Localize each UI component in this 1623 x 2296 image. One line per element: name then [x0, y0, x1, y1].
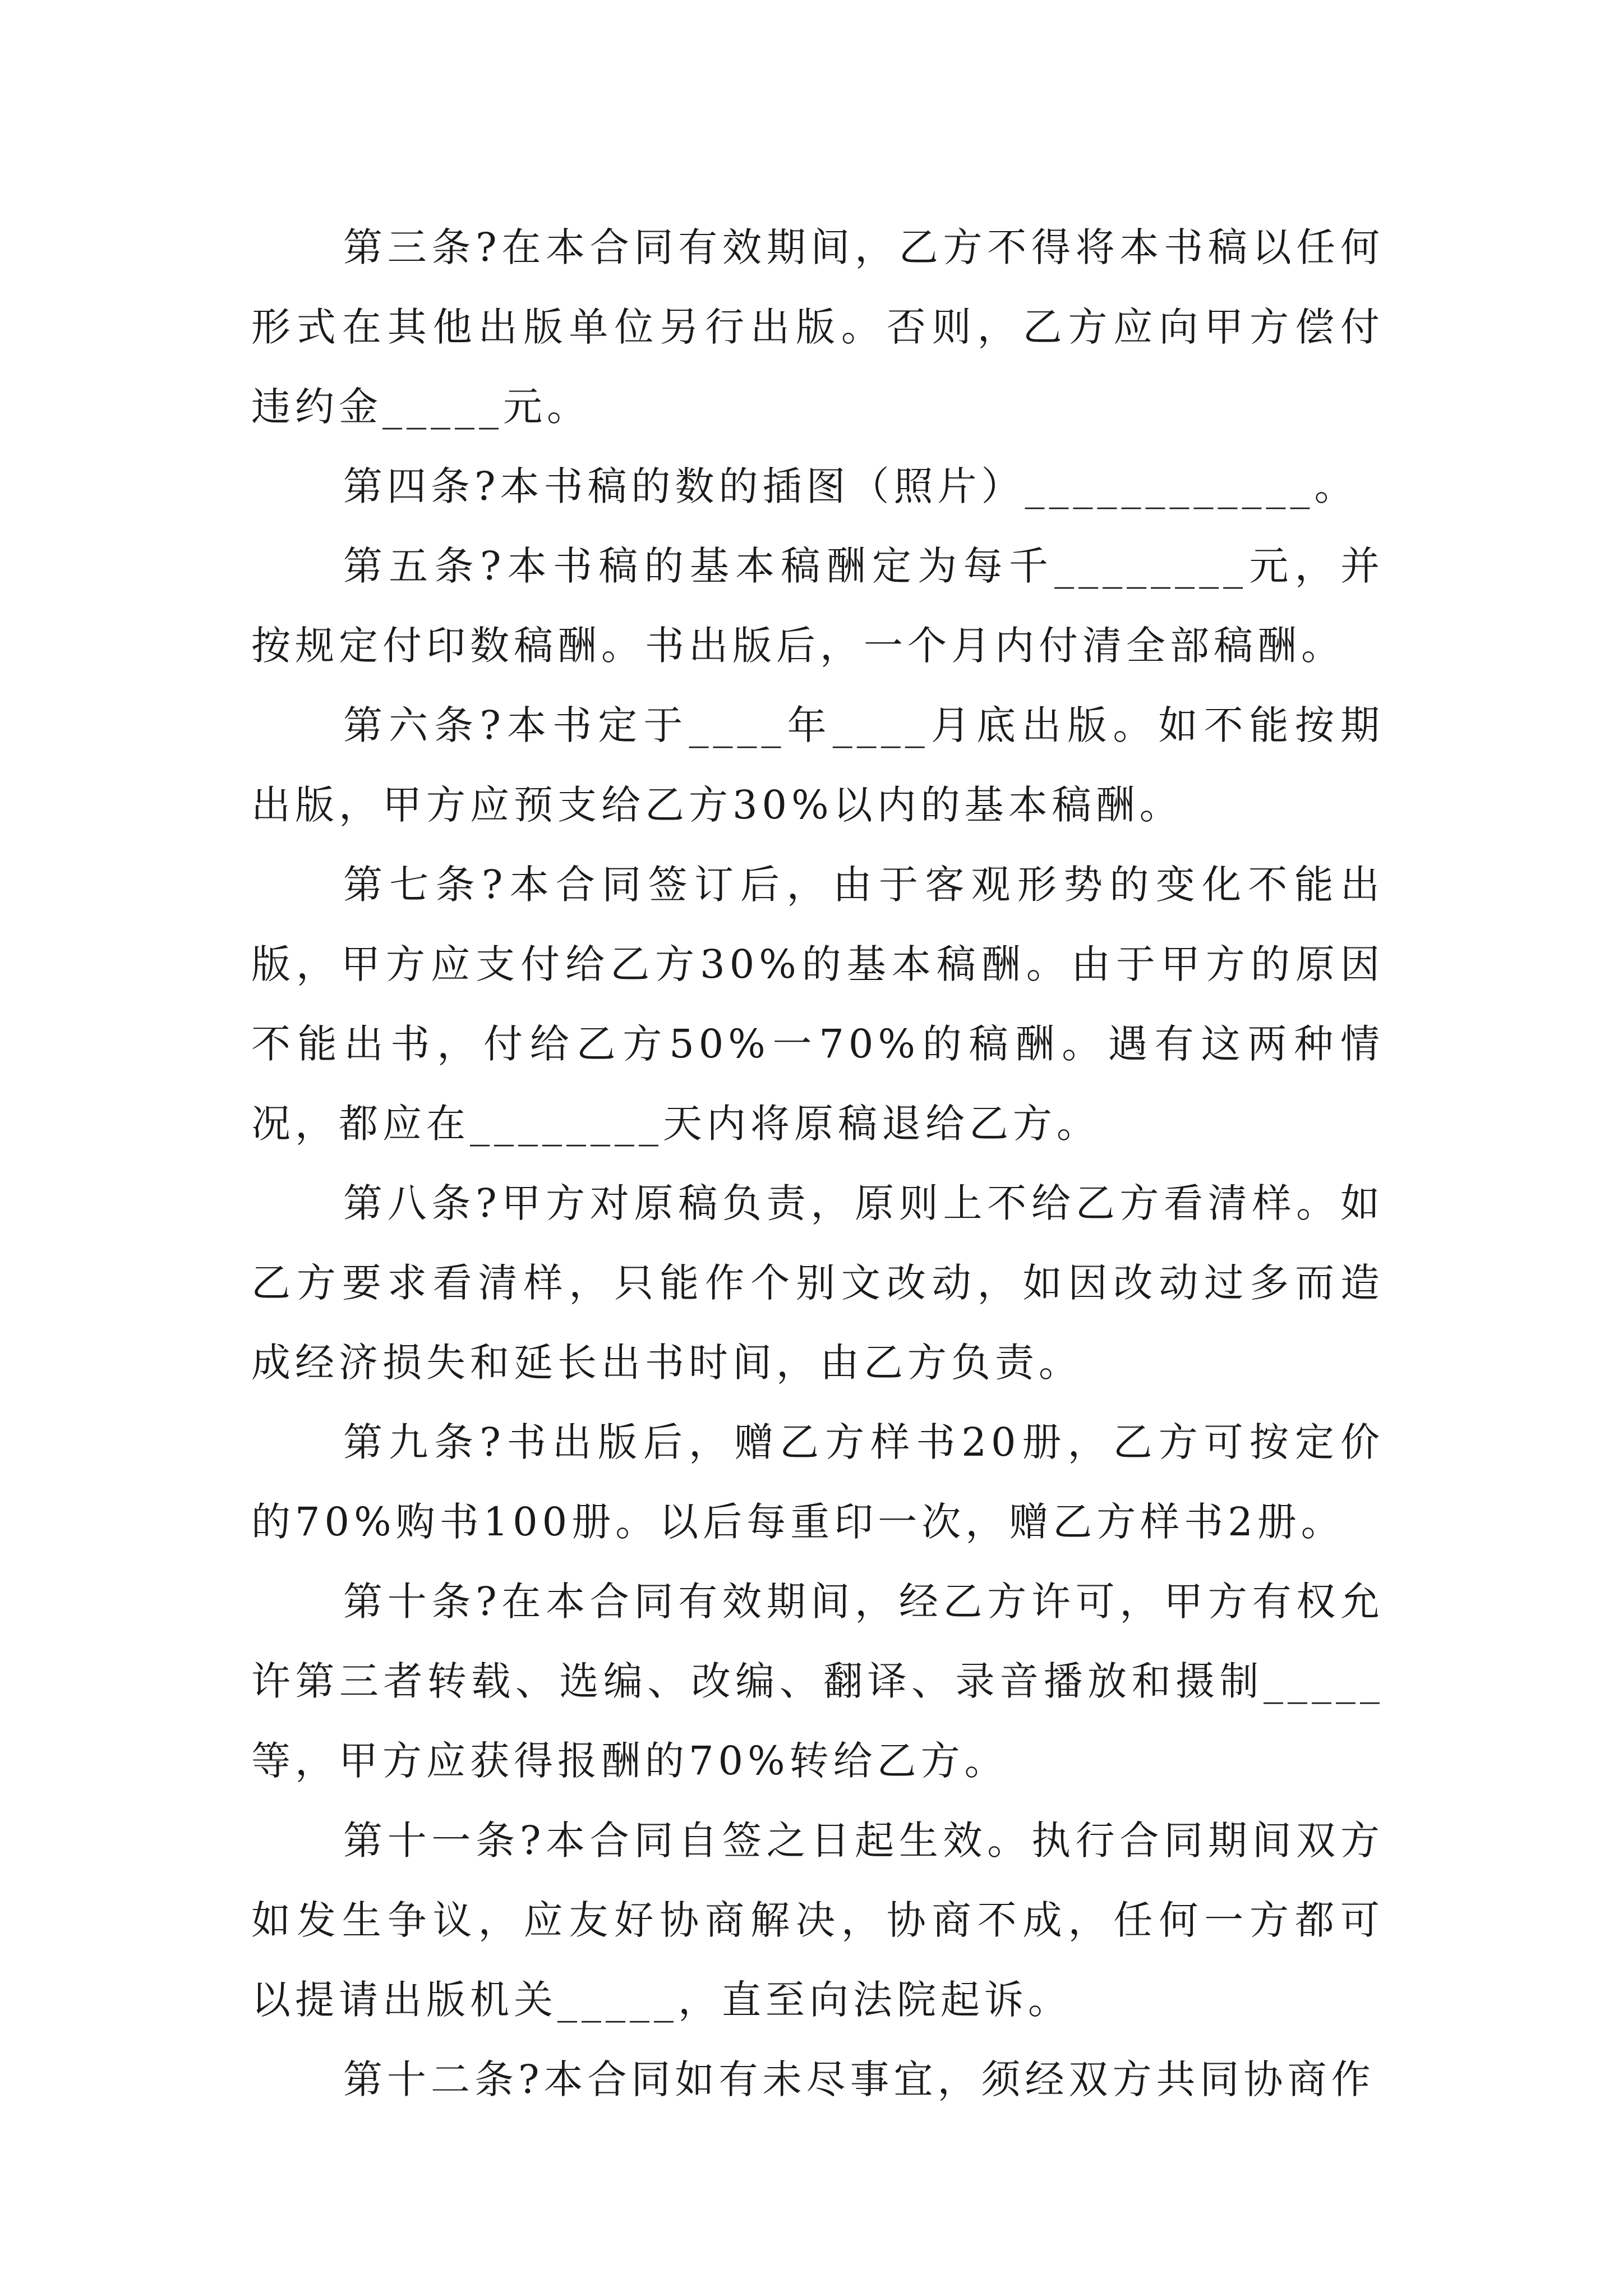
clause-3: 第三条?在本合同有效期间，乙方不得将本书稿以任何形式在其他出版单位另行出版。否则，乙方应向甲方偿付违约金_____元。	[251, 224, 1384, 430]
clause-5: 第五条?本书稿的基本稿酬定为每千________元，并按规定付印数稿酬。书出版后，一个月内付清全部稿酬。	[251, 543, 1384, 669]
clause-9: 第九条?书出版后，赠乙方样书20册，乙方可按定价的70%购书100册。以后每重印一次，赠乙方样书2册。	[251, 1419, 1384, 1545]
clause-11: 第十一条?本合同自签之日起生效。执行合同期间双方如发生争议，应友好协商解决，协商不成，任何一方都可以提请出版机关_____，直至向法院起诉。	[251, 1818, 1384, 2023]
clause-12: 第十二条?本合同如有未尽事宜，须经双方共同协商作	[343, 2056, 1375, 2102]
clause-8: 第八条?甲方对原稿负责，原则上不给乙方看清样。如乙方要求看清样，只能作个别文改动，如因改动过多而造成经济损失和延长出书时间，由乙方负责。	[251, 1180, 1384, 1386]
clause-6: 第六条?本书定于____年____月底出版。如不能按期出版，甲方应预支给乙方30%以内的基本稿酬。	[251, 702, 1384, 828]
clause-7: 第七条?本合同签订后，由于客观形势的变化不能出版，甲方应支付给乙方30%的基本稿酬。由于甲方的原因不能出书，付给乙方50%一70%的稿酬。遇有这两种情况，都应在________天内将原稿退给乙方。	[251, 862, 1384, 1147]
clause-4: 第四条?本书稿的数的插图（照片）____________。	[343, 463, 1358, 509]
document-body	[251, 208, 1384, 2119]
clause-10: 第十条?在本合同有效期间，经乙方许可，甲方有权允许第三者转载、选编、改编、翻译、录音播放和摄制_____等，甲方应获得报酬的70%转给乙方。	[251, 1579, 1384, 1784]
